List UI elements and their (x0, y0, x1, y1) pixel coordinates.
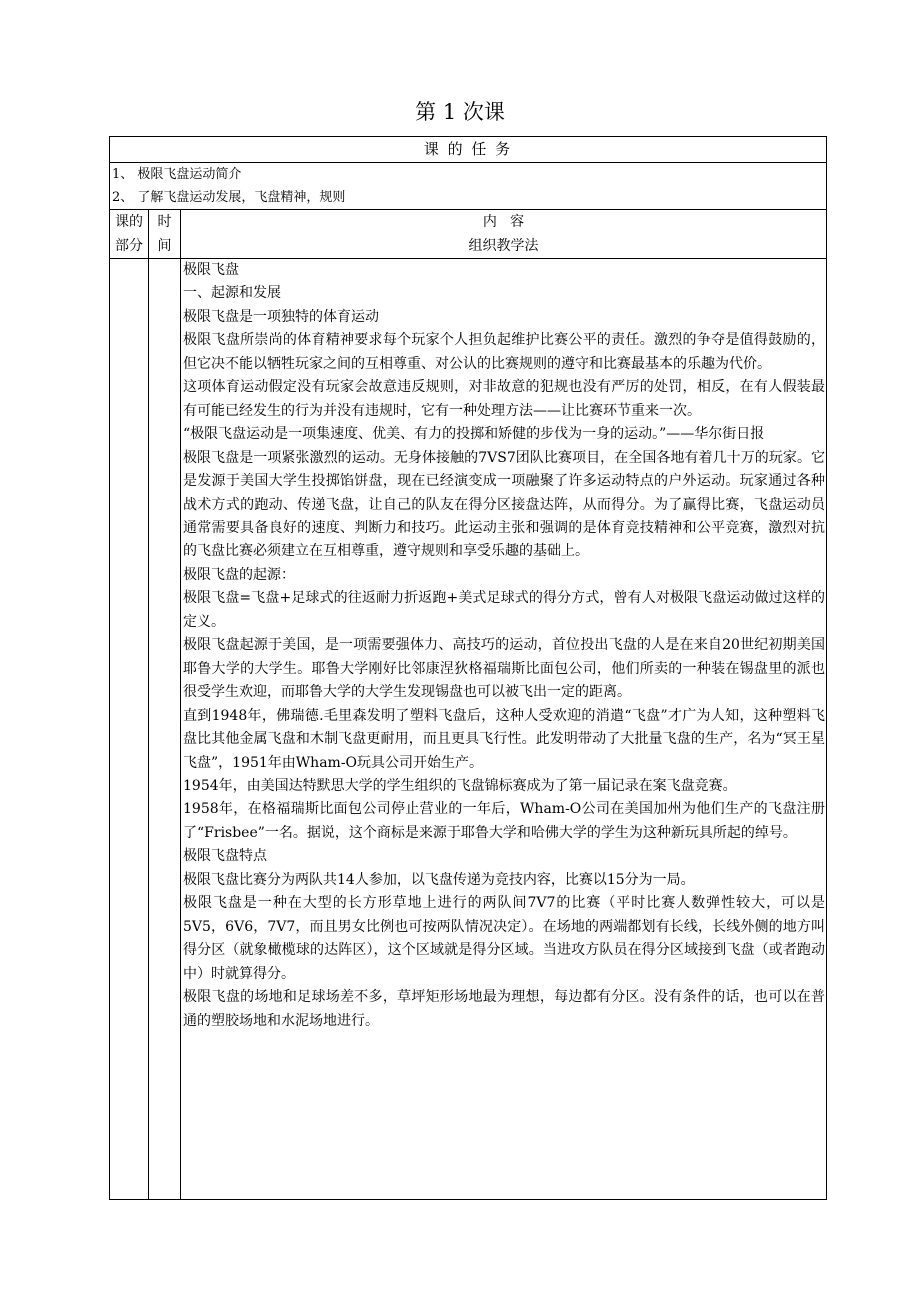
header-content-line2: 组织教学法 (468, 238, 539, 254)
content-paragraph: 这项体育运动假定没有玩家会故意违反规则，对非故意的犯规也没有严厉的处罚，相反，在有人假装最有可能已经发生的行为并没有违规时，它有一种处理方法——让比赛环节重来一次。 (183, 379, 826, 419)
task-body-row (110, 163, 827, 210)
header-part (110, 210, 149, 259)
lesson-table (109, 136, 827, 1200)
content-paragraph: 极限飞盘 (183, 262, 239, 278)
content-paragraph: 极限飞盘的场地和足球场差不多，草坪矩形场地最为理想，每边都有分区。没有条件的话，也可以在普通的塑胶场地和水泥场地进行。 (183, 989, 826, 1029)
content-paragraph: 1958年，在格福瑞斯比面包公司停止营业的一年后，Wham-O公司在美国加州为他们生产的飞盘注册了“Frisbee”一名。据说，这个商标是来源于耶鲁大学和哈佛大学的学生为这种新玩具所起的绰号。 (183, 801, 826, 841)
content-paragraph: 极限飞盘是一种在大型的长方形草地上进行的两队间7V7的比赛（平时比赛人数弹性较大，可以是5V5，6V6，7V7，而且男女比例也可按两队情况决定）。在场地的两端都划有长线，长线外侧的地方叫得分区（就象橄榄球的达阵区），这个区域就是得分区域。当进攻方队员在得分区域接到飞盘（或者跑动中）时就算得分。 (183, 895, 826, 982)
header-time (149, 210, 181, 259)
task-heading: 课 的 任 务 (110, 137, 827, 163)
task-item: 2、 了解飞盘运动发展，飞盘精神，规则 (112, 190, 346, 205)
time-cell (149, 259, 181, 1200)
task-heading-row (110, 137, 827, 163)
content-paragraph: 极限飞盘特点 (183, 848, 267, 865)
column-header-row (110, 210, 827, 259)
content-paragraph: 极限飞盘=飞盘+足球式的往返耐力折返跑+美式足球式的得分方式，曾有人对极限飞盘运动做过这样的定义。 (183, 590, 826, 630)
part-cell (110, 259, 149, 1200)
header-part-line1: 课的 (115, 214, 143, 230)
content-paragraph: 极限飞盘是一项独特的体育运动 (183, 308, 379, 325)
content-paragraph: “极限飞盘运动是一项集速度、优美、有力的投掷和矫健的步伐为一身的运动。”——华尔街日报 (183, 426, 765, 443)
content-paragraph: 1954年，由美国达特默思大学的学生组织的飞盘锦标赛成为了第一届记录在案飞盘竞赛。 (183, 777, 737, 794)
content-paragraph: 极限飞盘是一项紧张激烈的运动。无身体接触的7VS7团队比赛项目，在全国各地有着几十万的玩家。它是发源于美国大学生投掷馅饼盘，现在已经演变成一项融聚了许多运动特点的户外运动。玩家通过各种战术方式的跑动、传递飞盘，让自己的队友在得分区接盘达阵，从而得分。为了赢得比赛，飞盘运动员通常需要具备良好的速度、判断力和技巧。此运动主张和强调的是体育竞技精神和公平竞赛，激烈对抗的飞盘比赛必须建立在互相尊重，遵守规则和享受乐趣的基础上。 (183, 449, 826, 560)
content-paragraph: 极限飞盘比赛分为两队共14人参加，以飞盘传递为竞技内容，比赛以15分为一局。 (183, 871, 695, 888)
header-time-line1: 时 (157, 214, 172, 230)
content-row (110, 259, 827, 1200)
page-title: 第 1 次课 (415, 100, 505, 124)
header-time-line2: 间 (157, 238, 172, 254)
content-paragraph: 极限飞盘所崇尚的体育精神要求每个玩家个人担负起维护比赛公平的责任。激烈的争夺是值得鼓励的，但它决不能以牺牲玩家之间的互相尊重、对公认的比赛规则的遵守和比赛最基本的乐趣为代价。 (183, 332, 826, 372)
header-content (181, 210, 827, 259)
content-cell (181, 259, 827, 1200)
task-item: 1、 极限飞盘运动简介 (112, 167, 242, 182)
header-part-line2: 部分 (115, 238, 143, 254)
content-paragraph: 极限飞盘的起源： (183, 566, 295, 583)
content-paragraph: 极限飞盘起源于美国，是一项需要强体力、高技巧的运动，首位投出飞盘的人是在来自20世纪初期美国耶鲁大学的大学生。耶鲁大学刚好比邻康涅狄格福瑞斯比面包公司，他们所卖的一种装在锡盘里的派也很受学生欢迎，而耶鲁大学的大学生发现锡盘也可以被飞出一定的距离。 (183, 637, 826, 701)
content-paragraph: 直到1948年，佛瑞德.毛里森发明了塑料飞盘后，这种人受欢迎的消遣“飞盘”才广为人知，这种塑料飞盘比其他金属飞盘和木制飞盘更耐用，而且更具飞行性。此发明带动了大批量飞盘的生产，名为“冥王星飞盘”，1951年由Wham-O玩具公司开始生产。 (183, 707, 826, 771)
task-list (110, 163, 827, 210)
header-content-line1: 内 容 (482, 214, 525, 230)
content-paragraph: 一、起源和发展 (183, 285, 281, 302)
